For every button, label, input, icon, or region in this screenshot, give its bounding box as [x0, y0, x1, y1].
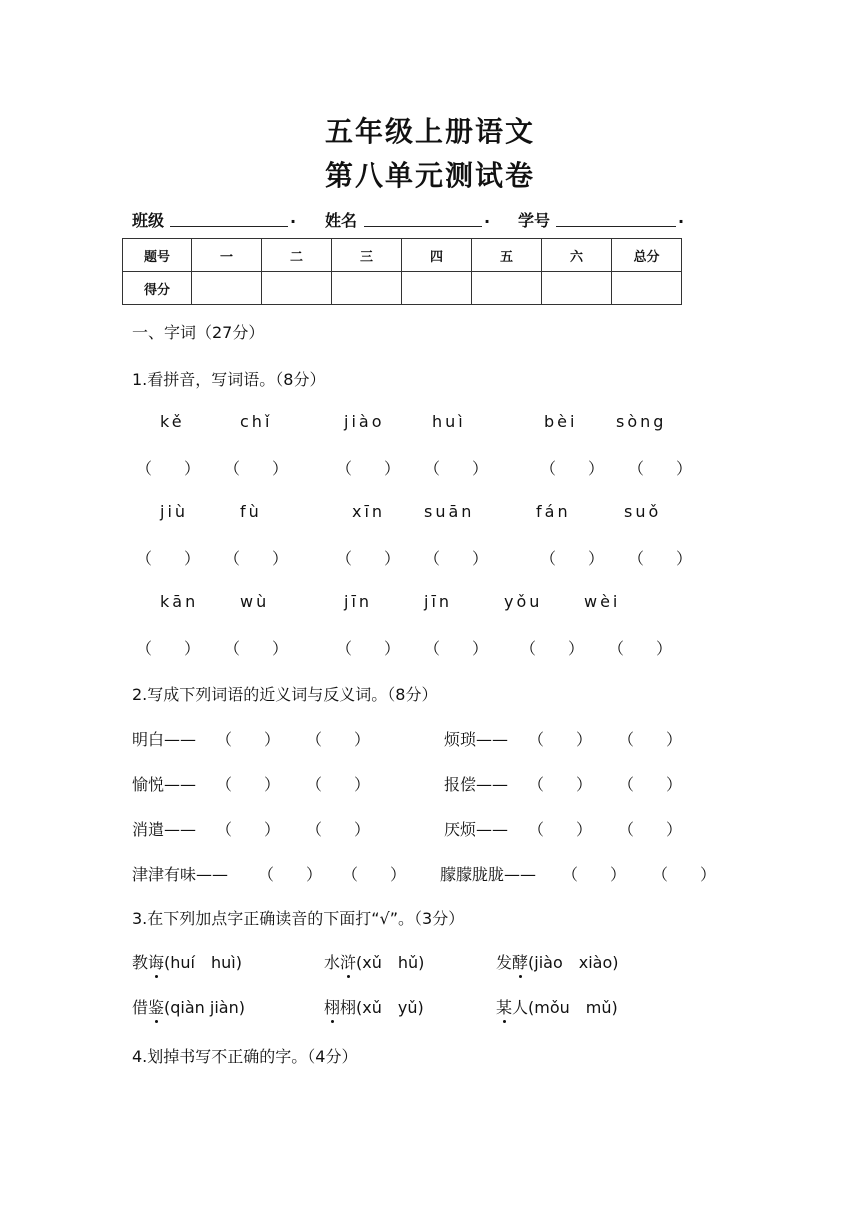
info-sep: . [678, 208, 685, 227]
pinyin: xīn [352, 502, 386, 521]
id-field[interactable] [556, 226, 676, 227]
word-prompt: 朦朦胧胧—— [440, 865, 537, 884]
info-sep: . [290, 208, 297, 227]
score-cell[interactable] [192, 272, 262, 305]
header-cell: 五 [472, 239, 542, 272]
dotted-char: 鉴 [148, 995, 164, 1018]
reading-options: (mǒu mǔ) [528, 998, 618, 1017]
answer-blank[interactable]: （ ） [216, 820, 281, 839]
word-prompt: 明白—— [132, 730, 197, 749]
question-2-title: 2.写成下列词语的近义词与反义词。（8分） [132, 685, 438, 704]
word-prompt: 报偿—— [444, 775, 509, 794]
reading-item[interactable]: 教诲(huí huì) [132, 950, 242, 973]
answer-blank[interactable]: （ ） [424, 549, 489, 568]
pinyin: jiào [344, 412, 385, 431]
answer-blank[interactable]: （ ） [342, 865, 407, 884]
answer-blank[interactable]: （ ） [424, 459, 489, 478]
answer-blank[interactable]: （ ） [540, 459, 605, 478]
score-cell[interactable] [472, 272, 542, 305]
answer-blank[interactable]: （ ） [628, 459, 693, 478]
pinyin: huì [432, 412, 466, 431]
score-cell[interactable] [262, 272, 332, 305]
header-cell: 二 [262, 239, 332, 272]
score-cell[interactable] [332, 272, 402, 305]
answer-blank[interactable]: （ ） [224, 459, 289, 478]
reading-options: (xǔ hǔ) [356, 953, 425, 972]
score-row [123, 272, 682, 305]
pinyin: fù [240, 502, 262, 521]
pinyin: jiù [160, 502, 189, 521]
reading-options: (qiàn jiàn) [164, 998, 245, 1017]
word-prompt: 消遣—— [132, 820, 197, 839]
reading-options: (xǔ yǔ) [356, 998, 424, 1017]
pinyin: wù [240, 592, 270, 611]
answer-blank[interactable]: （ ） [528, 775, 593, 794]
header-cell: 总分 [612, 239, 682, 272]
answer-blank[interactable]: （ ） [618, 820, 683, 839]
name-field[interactable] [364, 226, 482, 227]
pinyin: jīn [344, 592, 373, 611]
page-title: 五年级上册语文 [324, 115, 535, 148]
score-cell[interactable] [542, 272, 612, 305]
name-label: 姓名 [325, 211, 358, 230]
score-table [122, 238, 682, 305]
question-4-title: 4.划掉书写不正确的字。（4分） [132, 1047, 358, 1066]
dotted-char: 某 [496, 995, 512, 1018]
answer-blank[interactable]: （ ） [258, 865, 323, 884]
answer-blank[interactable]: （ ） [424, 639, 489, 658]
answer-blank[interactable]: （ ） [306, 775, 371, 794]
score-header-row [123, 239, 682, 272]
pinyin: bèi [544, 412, 578, 431]
reading-item[interactable]: 发酵(jiào xiào) [496, 950, 619, 973]
score-cell[interactable] [612, 272, 682, 305]
score-cell[interactable] [402, 272, 472, 305]
reading-item[interactable]: 借鉴(qiàn jiàn) [132, 995, 245, 1018]
answer-blank[interactable]: （ ） [608, 639, 673, 658]
word-prompt: 愉悦—— [132, 775, 197, 794]
dotted-char: 浒 [340, 950, 356, 973]
answer-blank[interactable]: （ ） [216, 775, 281, 794]
header-cell: 四 [402, 239, 472, 272]
answer-blank[interactable]: （ ） [628, 549, 693, 568]
pinyin: fán [536, 502, 571, 521]
answer-blank[interactable]: （ ） [336, 549, 401, 568]
pinyin: sòng [616, 412, 667, 431]
answer-blank[interactable]: （ ） [336, 459, 401, 478]
answer-blank[interactable]: （ ） [540, 549, 605, 568]
pinyin: suǒ [624, 502, 662, 521]
answer-blank[interactable]: （ ） [224, 549, 289, 568]
answer-blank[interactable]: （ ） [136, 639, 201, 658]
pinyin: suān [424, 502, 475, 521]
answer-blank[interactable]: （ ） [528, 730, 593, 749]
header-cell: 一 [192, 239, 262, 272]
dotted-char: 栩 [324, 995, 340, 1018]
answer-blank[interactable]: （ ） [224, 639, 289, 658]
reading-options: (huí huì) [164, 953, 242, 972]
reading-options: (jiào xiào) [528, 953, 619, 972]
reading-item[interactable]: 水浒(xǔ hǔ) [324, 950, 424, 973]
pinyin: chǐ [240, 412, 273, 431]
word-prompt: 烦琐—— [444, 730, 509, 749]
pinyin: kě [160, 412, 185, 431]
answer-blank[interactable]: （ ） [216, 730, 281, 749]
answer-blank[interactable]: （ ） [562, 865, 627, 884]
score-label: 得分 [123, 272, 192, 305]
pinyin: yǒu [504, 592, 543, 611]
reading-item[interactable]: 栩栩(xǔ yǔ) [324, 995, 424, 1018]
pinyin: wèi [584, 592, 621, 611]
header-cell: 题号 [123, 239, 192, 272]
info-sep: . [484, 208, 491, 227]
answer-blank[interactable]: （ ） [652, 865, 717, 884]
page-subtitle: 第八单元测试卷 [324, 159, 535, 192]
answer-blank[interactable]: （ ） [520, 639, 585, 658]
header-cell: 三 [332, 239, 402, 272]
dotted-char: 酵 [512, 950, 528, 973]
answer-blank[interactable]: （ ） [136, 549, 201, 568]
reading-item[interactable]: 某人(mǒu mǔ) [496, 995, 618, 1018]
id-label: 学号 [518, 211, 551, 230]
section-title: 一、字词（27分） [132, 323, 265, 342]
question-1-title: 1.看拼音，写词语。（8分） [132, 370, 326, 389]
header-cell: 六 [542, 239, 612, 272]
class-field[interactable] [170, 226, 288, 227]
word-prompt: 厌烦—— [444, 820, 509, 839]
answer-blank[interactable]: （ ） [618, 775, 683, 794]
word-prompt: 津津有味—— [132, 865, 229, 884]
pinyin: kān [160, 592, 199, 611]
question-3-title: 3.在下列加点字正确读音的下面打“√”。（3分） [132, 909, 465, 928]
answer-blank[interactable]: （ ） [528, 820, 593, 839]
pinyin: jīn [424, 592, 453, 611]
answer-blank[interactable]: （ ） [618, 730, 683, 749]
answer-blank[interactable]: （ ） [306, 730, 371, 749]
answer-blank[interactable]: （ ） [336, 639, 401, 658]
answer-blank[interactable]: （ ） [306, 820, 371, 839]
dotted-char: 诲 [148, 950, 164, 973]
answer-blank[interactable]: （ ） [136, 459, 201, 478]
class-label: 班级 [132, 211, 165, 230]
